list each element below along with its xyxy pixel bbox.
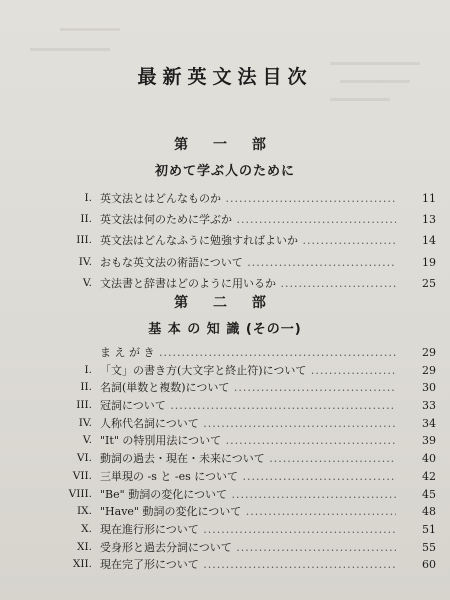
entry-title: "Have" 動詞の変化について .....: [100, 503, 396, 521]
entry-number: IX.: [77, 505, 92, 518]
entry-title: 受身形と過去分詞について .....: [100, 539, 396, 557]
entry-number: V.: [82, 434, 92, 447]
part1-toc-list: [0, 188, 450, 294]
entry-title: 名詞(単数と複数)について .....: [100, 379, 396, 397]
part1-subtitle: 初めて学ぶ人のために: [154, 164, 295, 179]
entry-page: 13: [422, 213, 436, 227]
entry-page: 14: [422, 234, 436, 248]
entry-page: 11: [422, 192, 436, 205]
toc-entry[interactable]: [0, 188, 450, 209]
entry-title: おもな英文法の術語について .....: [100, 252, 396, 273]
toc-entry[interactable]: [0, 397, 450, 415]
entry-number: VII.: [72, 469, 92, 482]
entry-page: 55: [422, 540, 436, 554]
entry-page: 40: [422, 452, 436, 466]
toc-entry[interactable]: [0, 362, 450, 380]
entry-title: 三単現の -s と -es について .....: [100, 468, 396, 486]
entry-title: 文法書と辞書はどのように用いるか .....: [100, 273, 396, 294]
entry-title: 英文法は何のために学ぶか .....: [100, 209, 396, 230]
entry-title: "It" の特別用法について .....: [100, 432, 396, 450]
entry-number: VIII.: [68, 487, 92, 500]
part1-heading: 第 一 部: [174, 137, 276, 153]
entry-title: 現在進行形について .....: [100, 521, 396, 539]
entry-title: 冠詞について .....: [100, 397, 396, 415]
entry-number: I.: [84, 192, 92, 204]
toc-entry[interactable]: [0, 415, 450, 433]
entry-page: 48: [422, 505, 436, 519]
entry-page: 45: [422, 487, 436, 501]
entry-title: "Be" 動詞の変化について .....: [100, 486, 396, 504]
entry-title: 「文」の書き方(大文字と終止符)について .....: [100, 362, 396, 380]
entry-number: II.: [80, 381, 92, 394]
entry-number: I.: [84, 363, 92, 376]
entry-title: 英文法はどんなふうに勉強すればよいか .....: [100, 230, 396, 251]
toc-entry[interactable]: [0, 379, 450, 397]
bleed-through-mark: [30, 48, 110, 51]
entry-page: 60: [422, 558, 436, 572]
entry-number: III.: [76, 399, 92, 412]
part2-heading: 第 二 部: [174, 295, 276, 311]
entry-number: V.: [82, 276, 92, 289]
toc-entry[interactable]: [0, 252, 450, 273]
part2-toc-list: [0, 344, 450, 574]
entry-page: 29: [422, 363, 436, 377]
entry-page: 29: [422, 346, 436, 359]
entry-number: X.: [81, 522, 92, 535]
toc-entry[interactable]: [0, 539, 450, 557]
entry-number: XII.: [72, 558, 92, 571]
entry-title: 英文法とはどんなものか .....: [100, 188, 396, 209]
bleed-through-mark: [60, 28, 120, 31]
toc-entry[interactable]: [0, 556, 450, 574]
entry-page: 30: [422, 381, 436, 395]
entry-page: 39: [422, 434, 436, 448]
entry-title: 現在完了形について .....: [100, 556, 396, 574]
toc-entry[interactable]: [0, 521, 450, 539]
toc-entry[interactable]: [0, 486, 450, 504]
entry-page: 25: [422, 276, 436, 290]
entry-number: II.: [80, 213, 92, 226]
entry-title: 人称代名詞について .....: [100, 415, 396, 433]
entry-page: 42: [422, 469, 436, 483]
entry-number: III.: [76, 234, 92, 247]
entry-number: VI.: [76, 452, 92, 465]
toc-entry[interactable]: [0, 273, 450, 294]
entry-page: 51: [422, 522, 436, 536]
entry-page: 33: [422, 399, 436, 413]
entry-title: 動詞の過去・現在・未来について .....: [100, 450, 396, 468]
toc-entry[interactable]: [0, 344, 450, 362]
entry-number: XI.: [77, 540, 92, 553]
entry-page: 19: [422, 255, 436, 269]
toc-entry[interactable]: [0, 230, 450, 251]
entry-number: IV.: [78, 416, 92, 429]
toc-entry[interactable]: [0, 209, 450, 230]
part2-subtitle: 基 本 の 知 識 (その一): [148, 322, 302, 337]
toc-entry[interactable]: [0, 432, 450, 450]
toc-entry[interactable]: [0, 503, 450, 521]
entry-page: 34: [422, 416, 436, 430]
toc-entry[interactable]: [0, 468, 450, 486]
entry-title: ま え が き .....: [100, 344, 396, 362]
toc-entry[interactable]: [0, 450, 450, 468]
page-title: 最新英文法目次: [137, 66, 313, 88]
bleed-through-mark: [330, 98, 390, 101]
entry-number: IV.: [78, 255, 92, 268]
